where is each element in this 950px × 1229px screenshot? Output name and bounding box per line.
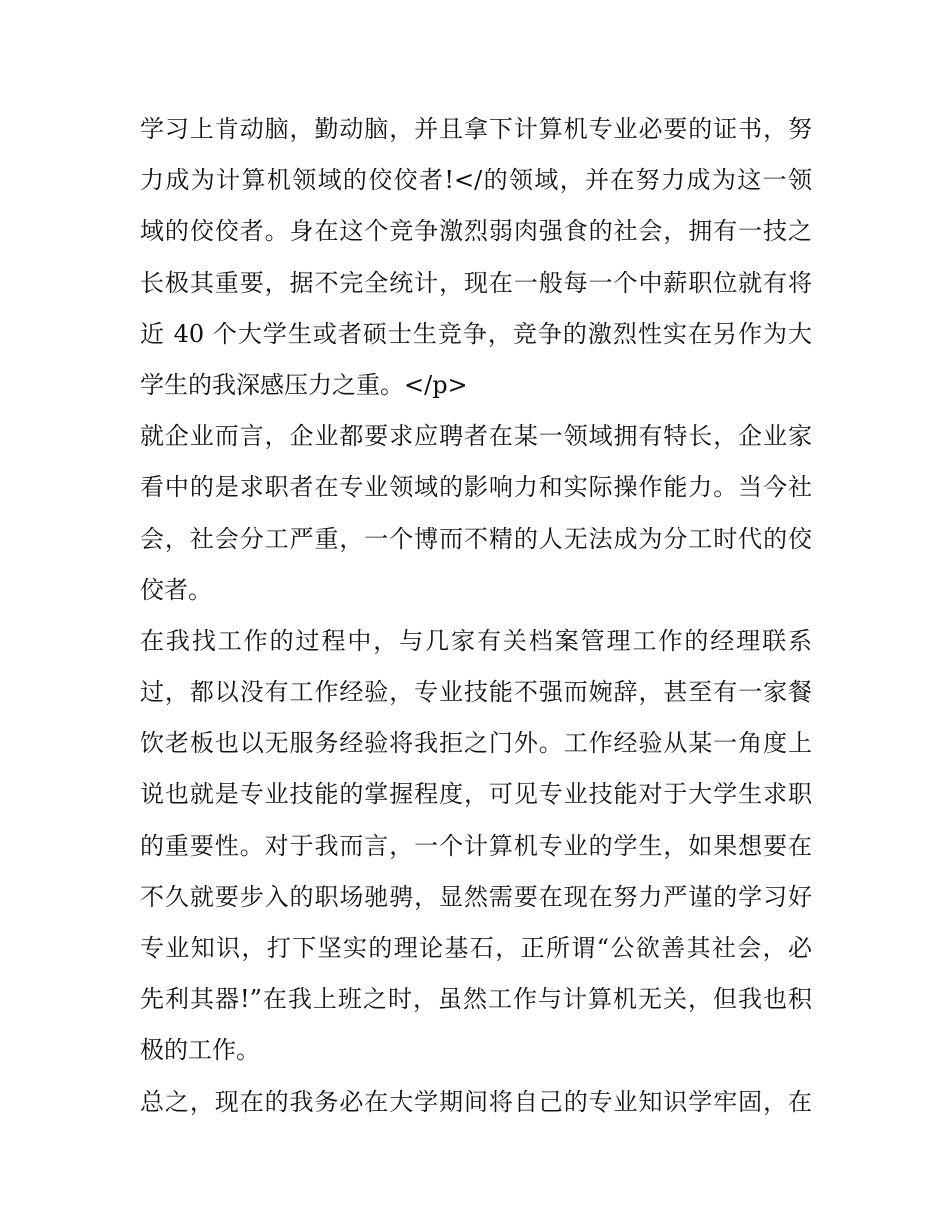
- text-line: 佼者。: [140, 575, 212, 604]
- text-line: 在我找工作的过程中，与几家有关档案管理工作的经理联系: [140, 626, 812, 655]
- text-line: 近 40 个大学生或者硕士生竞争，竞争的激烈性实在另作为大: [140, 319, 812, 348]
- text-line: 饮老板也以无服务经验将我拒之门外。工作经验从某一角度上: [140, 729, 812, 758]
- text-line: 长极其重要，据不完全统计，现在一般每一个中薪职位就有将: [140, 268, 812, 297]
- text-line: 域的佼佼者。身在这个竞争激烈弱肉强食的社会，拥有一技之: [140, 217, 812, 246]
- text-line: 说也就是专业技能的掌握程度，可见专业技能对于大学生求职: [140, 780, 812, 809]
- text-line: 的重要性。对于我而言，一个计算机专业的学生，如果想要在: [140, 831, 812, 860]
- text-line: 过，都以没有工作经验，专业技能不强而婉辞，甚至有一家餐: [140, 678, 812, 707]
- text-line: 学生的我深感压力之重。</p>: [140, 370, 468, 399]
- text-line: 总之，现在的我务必在大学期间将自己的专业知识学牢固，在: [140, 1087, 812, 1116]
- text-line: 学习上肯动脑，勤动脑，并且拿下计算机专业必要的证书，努: [140, 115, 812, 143]
- text-line: 看中的是求职者在专业领域的影响力和实际操作能力。当今社: [140, 473, 812, 502]
- text-line: 就企业而言，企业都要求应聘者在某一领域拥有特长，企业家: [140, 422, 812, 451]
- text-line: 力成为计算机领域的佼佼者!</的领域，并在努力成为这一领: [140, 166, 812, 195]
- text-line: 先利其器!”在我上班之时，虽然工作与计算机无关，但我也积: [140, 985, 812, 1014]
- text-line: 极的工作。: [140, 1036, 260, 1065]
- body-text: [140, 104, 812, 1128]
- text-line: 会，社会分工严重，一个博而不精的人无法成为分工时代的佼: [140, 524, 812, 553]
- text-line: 专业知识，打下坚实的理论基石，正所谓“公欲善其社会，必: [140, 934, 812, 962]
- text-line: 不久就要步入的职场驰骋，显然需要在现在努力严谨的学习好: [140, 882, 812, 911]
